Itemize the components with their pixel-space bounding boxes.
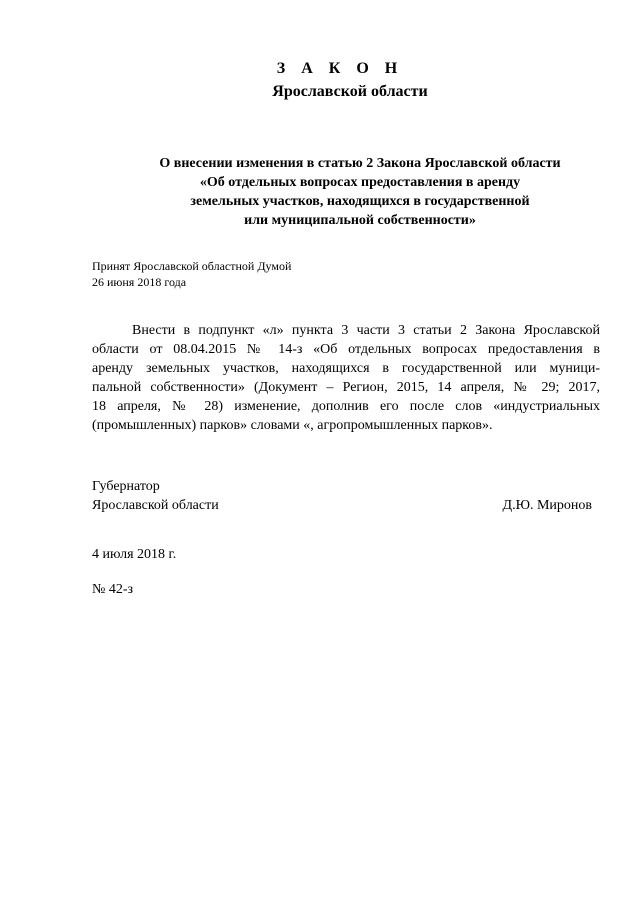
body-line: Внести в подпункт «л» пункта 3 части 3 статьи 2 Закона Ярославской [132,323,600,338]
body-line: аренду земельных участков, находящихся в государственной или муници- [92,361,600,376]
adoption-info [92,258,291,290]
body-line: (промышленных) парков» словами «, агропромышленных парков». [92,418,493,433]
signature-row [92,496,592,515]
law-number: № 42-з [92,582,134,597]
signature-block [92,477,592,515]
law-heading: З А К О Н [276,60,404,77]
title-line: «Об отдельных вопросах предоставления в аренду [199,175,521,190]
signer-region: Ярославской области [92,498,219,513]
adopted-date: 26 июня 2018 года [92,275,187,289]
title-line: О внесении изменения в статью 2 Закона Ярославской области [159,156,561,171]
body-line: области от 08.04.2015 № 14-з «Об отдельных вопросах предоставления в [92,342,600,357]
body-line: пальной собственности» (Документ – Регион, 2015, 14 апреля, № 29; 2017, [92,380,600,395]
law-body [92,321,600,435]
body-line: 18 апреля, № 28) изменение, дополнив его после слов «индустриальных [92,399,600,414]
title-line: земельных участков, находящихся в государственной [190,194,530,209]
law-region: Ярославской области [272,83,428,100]
adopted-by: Принят Ярославской областной Думой [92,259,292,273]
law-title [92,154,628,230]
signer-position: Губернатор [92,479,160,494]
signing-date: 4 июля 2018 г. [92,547,177,562]
signer-name: Д.Ю. Миронов [502,498,592,513]
title-line: или муниципальной собственности» [244,213,476,228]
